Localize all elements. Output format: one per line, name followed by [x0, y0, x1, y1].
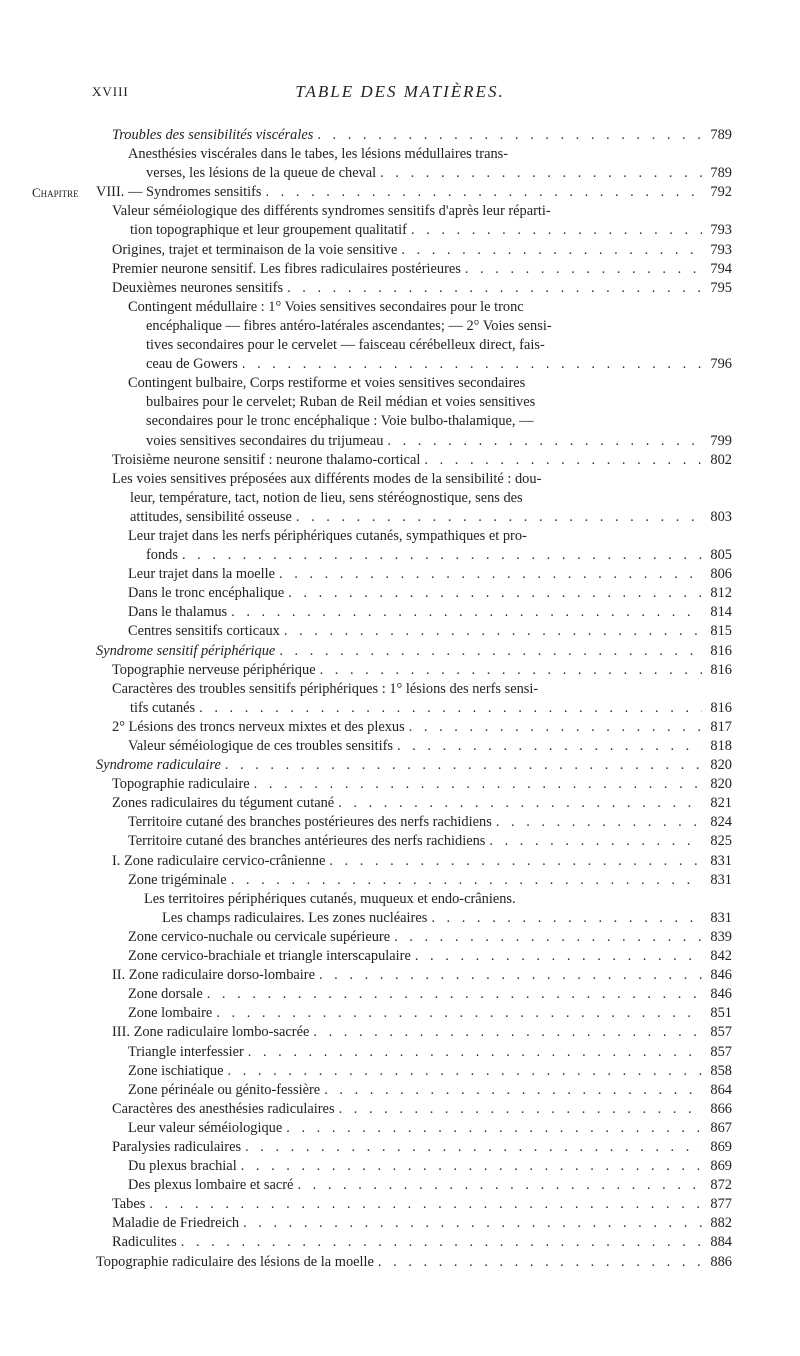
entry-text: voies sensitives secondaires du trijumeau — [146, 432, 384, 449]
page-number: 806 — [710, 566, 732, 583]
toc-line — [128, 584, 732, 603]
entry-text: Zone trigéminale — [128, 871, 227, 888]
toc-line — [112, 680, 732, 699]
entry-text: Caractères des anesthésies radiculaires — [112, 1100, 335, 1117]
entry-text: leur, température, tact, notion de lieu, sens stéréognostique, sens des — [130, 489, 523, 506]
toc-line — [128, 985, 732, 1004]
page-number: 789 — [710, 165, 732, 182]
dot-leader — [378, 1253, 702, 1272]
entry-text: Zone ischiatique — [128, 1062, 224, 1079]
toc-entry — [96, 852, 732, 871]
toc-entry — [96, 1157, 732, 1176]
page-number: 803 — [710, 508, 732, 525]
toc-entry — [96, 1214, 732, 1233]
entry-text: ceau de Gowers — [146, 356, 238, 373]
dot-leader — [339, 1100, 702, 1119]
entry-text: Troisième neurone sensitif : neurone thalamo-cortical — [112, 451, 421, 468]
toc-line — [112, 852, 732, 871]
entry-text: Paralysies radiculaires — [112, 1138, 242, 1155]
page-number: 817 — [710, 718, 732, 735]
toc-entry — [96, 756, 732, 775]
toc-line — [128, 164, 732, 183]
page-number: 792 — [710, 184, 732, 201]
page-number: 789 — [710, 127, 732, 143]
entry-text: encéphalique — fibres antéro-latérales ascendantes; — 2° Voies sensi- — [146, 317, 552, 334]
page-number: 831 — [710, 852, 732, 869]
toc-line — [112, 1195, 732, 1214]
dot-leader — [241, 1157, 702, 1176]
page-number: 886 — [710, 1253, 732, 1270]
toc-line — [112, 1214, 732, 1233]
entry-text: Leur trajet dans les nerfs périphériques cutanés, sympathiques et pro- — [128, 527, 527, 544]
toc-line — [112, 699, 732, 718]
entry-text: Leur valeur séméiologique — [128, 1119, 283, 1136]
toc-entry — [96, 642, 732, 661]
page-number: 821 — [710, 795, 732, 812]
toc-entry — [96, 470, 732, 527]
dot-leader — [320, 661, 702, 680]
toc-line — [112, 241, 732, 260]
toc-line — [128, 737, 732, 756]
running-title: TABLE DES MATIÈRES. — [295, 82, 505, 101]
toc-line — [128, 432, 732, 451]
dot-leader — [231, 871, 702, 890]
toc-entry — [96, 718, 732, 737]
entry-text: Territoire cutané des branches postérieures des nerfs rachidiens — [128, 814, 492, 831]
dot-leader — [225, 756, 702, 775]
toc-line — [96, 642, 732, 661]
page-number: 815 — [710, 623, 732, 640]
dot-leader — [380, 164, 702, 183]
toc-line — [96, 756, 732, 775]
toc-line — [112, 126, 732, 145]
toc-entry — [96, 1138, 732, 1157]
toc-line — [112, 1233, 732, 1252]
page-number: 831 — [710, 909, 732, 926]
dot-leader — [243, 1214, 702, 1233]
toc-line — [112, 221, 732, 240]
toc-entry — [96, 126, 732, 145]
toc-line — [128, 622, 732, 641]
dot-leader — [254, 775, 702, 794]
toc-entry — [96, 737, 732, 756]
page-number: 867 — [710, 1119, 732, 1136]
entry-text: bulbaires pour le cervelet; Ruban de Reil médian et voies sensitives — [146, 394, 536, 411]
dot-leader — [297, 1176, 702, 1195]
dot-leader — [401, 241, 702, 260]
dot-leader — [397, 737, 702, 756]
toc-entry — [96, 1119, 732, 1138]
toc-line — [128, 298, 732, 317]
toc-line — [128, 928, 732, 947]
toc-line — [128, 412, 732, 431]
dot-leader — [409, 718, 702, 737]
folio-number: XVIII — [92, 84, 129, 99]
toc-entry — [96, 603, 732, 622]
page-number: 816 — [710, 699, 732, 716]
page-number: 831 — [710, 871, 732, 888]
toc-entry — [96, 527, 732, 565]
toc-entry — [96, 1233, 732, 1252]
entry-text: Leur trajet dans la moelle — [128, 566, 276, 583]
toc-entry — [96, 451, 732, 470]
toc-entry — [96, 871, 732, 890]
dot-leader — [313, 1023, 702, 1042]
entry-text: Zone cervico-brachiale et triangle interscapulaire — [128, 948, 411, 965]
toc-line — [128, 813, 732, 832]
page-number: 882 — [710, 1215, 732, 1232]
entry-text: Zone cervico-nuchale ou cervicale supérieure — [128, 928, 391, 945]
toc-entry — [96, 985, 732, 1004]
dot-leader — [284, 622, 702, 641]
dot-leader — [431, 909, 702, 928]
dot-leader — [496, 813, 702, 832]
entry-text: Territoire cutané des branches antérieures des nerfs rachidiens — [128, 833, 486, 850]
toc-line — [128, 336, 732, 355]
page-number: 802 — [710, 451, 732, 468]
page-number: 812 — [710, 585, 732, 602]
entry-text: tifs cutanés — [130, 699, 196, 716]
toc-entry — [96, 260, 732, 279]
entry-text: attitudes, sensibilité osseuse — [130, 508, 292, 525]
toc-line — [128, 317, 732, 336]
page-number: 869 — [710, 1158, 732, 1175]
toc-line — [128, 1062, 732, 1081]
page-number: 795 — [710, 279, 732, 296]
entry-text: 2° Lésions des troncs nerveux mixtes et des plexus — [112, 718, 405, 735]
dot-leader — [394, 928, 702, 947]
dot-leader — [324, 1081, 702, 1100]
entry-text: Deuxièmes neurones sensitifs — [112, 279, 284, 296]
entry-text: Zone dorsale — [128, 986, 203, 1003]
dot-leader — [149, 1195, 702, 1214]
toc-entry — [96, 966, 732, 985]
toc-entry — [96, 298, 732, 374]
toc-line — [144, 890, 732, 909]
page-number: 864 — [710, 1081, 732, 1098]
toc-entry — [96, 661, 732, 680]
entry-text: Zone périnéale ou génito-fessière — [128, 1081, 321, 1098]
toc-line — [112, 451, 732, 470]
toc-entry — [96, 1253, 732, 1272]
page-number: 846 — [710, 967, 732, 984]
toc-line — [128, 1119, 732, 1138]
entry-text: Centres sensitifs corticaux — [128, 623, 280, 640]
page-number: 851 — [710, 1005, 732, 1022]
chapter-label: Chapitre — [32, 185, 79, 201]
toc-entry — [96, 680, 732, 718]
page-number: 846 — [710, 986, 732, 1003]
dot-leader — [248, 1043, 702, 1062]
dot-leader — [319, 966, 702, 985]
entry-text: I. Zone radiculaire cervico-crânienne — [112, 852, 326, 869]
page-number: 884 — [710, 1234, 732, 1251]
toc-line — [112, 794, 732, 813]
dot-leader — [415, 947, 702, 966]
toc-line — [128, 374, 732, 393]
toc-line — [128, 832, 732, 851]
entry-text: Les voies sensitives préposées aux différents modes de la sensibilité : dou- — [112, 470, 542, 487]
toc-line — [128, 565, 732, 584]
page-number: 794 — [710, 260, 732, 277]
dot-leader — [329, 852, 702, 871]
entry-text: Origines, trajet et terminaison de la voie sensitive — [112, 241, 398, 258]
toc-entry — [96, 1081, 732, 1100]
toc-entry — [96, 202, 732, 240]
toc-line — [112, 718, 732, 737]
dot-leader — [387, 432, 702, 451]
dot-leader — [265, 183, 702, 202]
table-of-contents — [32, 126, 732, 1272]
dot-leader — [228, 1062, 702, 1081]
entry-text: Premier neurone sensitif. Les fibres radiculaires postérieures — [112, 260, 461, 277]
entry-text: VIII. — Syndromes sensitifs — [96, 184, 262, 201]
entry-text: Triangle interfessier — [128, 1043, 244, 1060]
entry-text: Tabes — [112, 1196, 146, 1213]
toc-line — [128, 145, 732, 164]
toc-line — [128, 355, 732, 374]
toc-line — [128, 603, 732, 622]
entry-text: fonds — [146, 547, 178, 564]
toc-line — [112, 1023, 732, 1042]
toc-line — [128, 871, 732, 890]
toc-entry — [96, 832, 732, 851]
dot-leader — [489, 832, 702, 851]
dot-leader — [279, 642, 702, 661]
toc-line — [112, 775, 732, 794]
dot-leader — [287, 279, 702, 298]
page-number: 858 — [710, 1062, 732, 1079]
toc-line — [128, 1081, 732, 1100]
toc-line — [112, 966, 732, 985]
page-number: 805 — [710, 547, 732, 564]
dot-leader — [199, 699, 702, 718]
toc-entry — [96, 1043, 732, 1062]
toc-entry — [96, 947, 732, 966]
dot-leader — [286, 1119, 702, 1138]
toc-entry — [96, 279, 732, 298]
entry-text: Des plexus lombaire et sacré — [128, 1177, 294, 1194]
page-number: 857 — [710, 1043, 732, 1060]
entry-text: Troubles des sensibilités viscérales — [112, 127, 314, 143]
toc-entry — [96, 1176, 732, 1195]
toc-line — [128, 527, 732, 546]
toc-entry — [96, 1100, 732, 1119]
toc-line — [128, 1176, 732, 1195]
toc-entry — [96, 145, 732, 183]
page-number: 793 — [710, 241, 732, 258]
toc-line — [128, 393, 732, 412]
dot-leader — [181, 1233, 702, 1252]
dot-leader — [465, 260, 702, 279]
page-number: 799 — [710, 432, 732, 449]
entry-text: Du plexus brachial — [128, 1158, 237, 1175]
page-number: 816 — [710, 642, 732, 659]
toc-line — [128, 1157, 732, 1176]
page-number: 824 — [710, 814, 732, 831]
toc-line — [112, 279, 732, 298]
dot-leader — [317, 126, 702, 145]
page-number: 825 — [710, 833, 732, 850]
entry-text: Dans le tronc encéphalique — [128, 585, 285, 602]
entry-text: III. Zone radiculaire lombo-sacrée — [112, 1024, 310, 1041]
toc-entry — [32, 183, 732, 202]
toc-line — [112, 1100, 732, 1119]
entry-text: Zone lombaire — [128, 1005, 213, 1022]
toc-line — [112, 489, 732, 508]
toc-entry — [96, 775, 732, 794]
entry-text: Les champs radiculaires. Les zones nucléaires — [162, 909, 428, 926]
entry-text: Dans le thalamus — [128, 604, 228, 621]
entry-text: tives secondaires pour le cervelet — faisceau cérébelleux direct, fais- — [146, 337, 545, 354]
dot-leader — [245, 1138, 702, 1157]
entry-text: Valeur séméiologique de ces troubles sensitifs — [128, 738, 393, 754]
toc-line — [112, 202, 732, 221]
page-number: 796 — [710, 356, 732, 373]
toc-line — [96, 183, 732, 202]
entry-text: secondaires pour le tronc encéphalique : Voie bulbo-thalamique, — — [146, 413, 534, 430]
dot-leader — [279, 565, 702, 584]
page-number: 820 — [710, 757, 732, 774]
entry-text: Zones radiculaires du tégument cutané — [112, 795, 335, 812]
toc-entry — [96, 890, 732, 928]
entry-text: Topographie radiculaire — [112, 776, 250, 793]
toc-entry — [96, 565, 732, 584]
toc-entry — [96, 1023, 732, 1042]
page-number: 866 — [710, 1100, 732, 1117]
toc-line — [112, 1138, 732, 1157]
toc-line — [128, 947, 732, 966]
toc-entry — [96, 374, 732, 450]
dot-leader — [296, 508, 702, 527]
toc-line — [112, 470, 732, 489]
dot-leader — [411, 221, 702, 240]
page-number: 793 — [710, 222, 732, 239]
entry-text: Topographie nerveuse périphérique — [112, 661, 316, 678]
toc-line — [96, 1253, 732, 1272]
dot-leader — [242, 355, 702, 374]
entry-text: Radiculites — [112, 1234, 177, 1251]
toc-line — [112, 508, 732, 527]
dot-leader — [207, 985, 702, 1004]
page-number: 820 — [710, 776, 732, 793]
entry-text: Topographie radiculaire des lésions de la moelle — [96, 1253, 374, 1270]
toc-entry — [96, 622, 732, 641]
entry-text: Caractères des troubles sensitifs périphériques : 1° lésions des nerfs sensi- — [112, 680, 539, 697]
entry-text: tion topographique et leur groupement qualitatif — [130, 222, 407, 239]
toc-entry — [96, 1062, 732, 1081]
dot-leader — [424, 451, 702, 470]
toc-line — [128, 1043, 732, 1062]
toc-line — [128, 1004, 732, 1023]
entry-text: Anesthésies viscérales dans le tabes, les lésions médullaires trans- — [128, 146, 509, 163]
entry-text: Contingent médullaire : 1° Voies sensitives secondaires pour le tronc — [128, 298, 524, 315]
entry-text: Syndrome radiculaire — [96, 757, 221, 774]
toc-entry — [96, 241, 732, 260]
dot-leader — [338, 794, 702, 813]
toc-entry — [96, 794, 732, 813]
dot-leader — [216, 1004, 702, 1023]
toc-line — [112, 661, 732, 680]
entry-text: Maladie de Friedreich — [112, 1215, 240, 1232]
entry-text: Les territoires périphériques cutanés, muqueux et endo-crâniens. — [144, 890, 516, 907]
page-number: 872 — [710, 1177, 732, 1194]
toc-entry — [96, 813, 732, 832]
page-number: 818 — [710, 738, 732, 754]
page-number: 857 — [710, 1024, 732, 1041]
dot-leader — [231, 603, 702, 622]
toc-line — [128, 546, 732, 565]
toc-line — [144, 909, 732, 928]
page-number: 877 — [710, 1196, 732, 1213]
page-number: 839 — [710, 928, 732, 945]
dot-leader — [182, 546, 702, 565]
page-number: 869 — [710, 1138, 732, 1155]
dot-leader — [288, 584, 702, 603]
page-header — [92, 82, 708, 106]
toc-line — [112, 260, 732, 279]
page-number: 842 — [710, 948, 732, 965]
toc-entry — [96, 928, 732, 947]
toc-entry — [96, 1004, 732, 1023]
toc-entry — [96, 584, 732, 603]
page-number: 816 — [710, 661, 732, 678]
entry-text: II. Zone radiculaire dorso-lombaire — [112, 967, 315, 984]
entry-text: Syndrome sensitif périphérique — [96, 642, 276, 659]
entry-text: Contingent bulbaire, Corps restiforme et voies sensitives secondaires — [128, 375, 526, 392]
page-number: 814 — [710, 604, 732, 621]
toc-entry — [96, 1195, 732, 1214]
entry-text: Valeur séméiologique des différents syndromes sensitifs d'après leur réparti- — [112, 203, 551, 220]
entry-text: verses, les lésions de la queue de cheval — [146, 165, 377, 182]
